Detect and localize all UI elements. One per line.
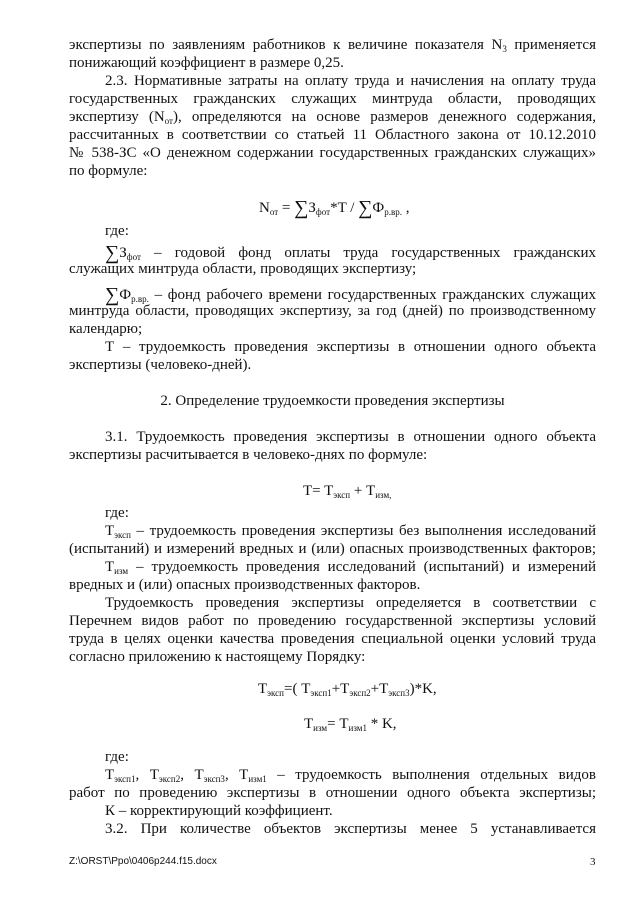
- text-line: календарю;: [69, 321, 143, 337]
- text-line: экспертизы по заявлениям работников к величине показателя $N_3$ применяется: [69, 37, 596, 54]
- text-line: экспертизы расчитывается в человеко-днях по формуле:: [69, 447, 428, 463]
- sum-icon: ∑: [105, 284, 120, 306]
- paragraph-3-1: 3.1. Трудоемкость проведения экспертизы в отношении одного объекта: [105, 429, 596, 445]
- text-line: работ по проведению экспертизы в отношении одного объекта экспертизы;: [69, 785, 596, 801]
- formula-t-eksp: $T_{эксп}=$( $T_{эксп1}+T_{эксп2}+T_{эксп3})*K$,: [258, 681, 437, 698]
- where-label: где:: [105, 749, 129, 765]
- text-line: вредных и (или) опасных производственных факторов.: [69, 577, 421, 593]
- sum-icon: ∑: [294, 197, 309, 219]
- footer-file-path: Z:\ORST\Ppo\0406p244.f15.docx: [69, 856, 217, 867]
- where-label: где:: [105, 223, 129, 239]
- paragraph-2-3: 2.3. Нормативные затраты на оплату труда и начисления на оплату труда: [105, 73, 596, 89]
- definition-t-eksp: $Т_{эксп}$ – трудоемкость проведения экспертизы без выполнения исследований: [105, 523, 596, 540]
- text-line: рассчитанных в соответствии со статьей 11 Областного закона от 10.12.2010: [69, 127, 596, 143]
- text-line: Трудоемкость проведения экспертизы определяется в соответствии с: [105, 595, 596, 611]
- sum-icon: ∑: [105, 242, 120, 264]
- text-line: по формуле:: [69, 163, 148, 179]
- page-number: 3: [590, 856, 596, 868]
- definition-k: К – корректирующий коэффициент.: [105, 803, 333, 819]
- formula-n-ot: $N_{от} = \sum З_{фот}*T / \sum Ф_{р.вр.}$ ,: [259, 197, 410, 219]
- text-line: экспертизы (человеко-дней).: [69, 357, 252, 373]
- section-heading: 2. Определение трудоемкости проведения экспертизы: [160, 393, 505, 409]
- definition-t-izm: $Т_{изм}$ – трудоемкость проведения исследований (испытаний) и измерений: [105, 559, 596, 576]
- text-line: № 538-ЗС «О денежном содержании государственных гражданских служащих»: [69, 145, 596, 161]
- text-line: минтруда области, проводящих экспертизу, за год (дней) по производственному: [69, 303, 596, 319]
- text-line: государственных гражданских служащих минтруда области, проводящих: [69, 91, 596, 107]
- text-line: экспертизу $(N_{от})$, определяются на основе размеров денежного содержания,: [69, 109, 596, 126]
- formula-t: $T= T_{эксп} + T_{изм,}$: [303, 483, 392, 500]
- definition-z-fot: $\sum З_{фот}$ – годовой фонд оплаты труда государственных гражданских: [105, 242, 596, 264]
- text-line: Перечнем видов работ по проведению государственной экспертизы условий: [69, 613, 596, 629]
- definition-t: Т – трудоемкость проведения экспертизы в отношении одного объекта: [105, 339, 596, 355]
- formula-t-izm: $T_{изм}= T_{изм1} * K$,: [304, 716, 397, 733]
- sum-icon: ∑: [358, 197, 373, 219]
- text-line: труда в целях оценки качества проведения специальной оценки условий труда: [69, 631, 596, 647]
- text-line: согласно приложению к настоящему Порядку:: [69, 649, 366, 665]
- text-line: служащих минтруда области, проводящих экспертизу;: [69, 261, 417, 277]
- definition-f-rvr: $\sum Ф_{р.вр.}$ – фонд рабочего времени государственных гражданских служащих: [105, 284, 596, 306]
- text-line: (испытаний) и измерений вредных и (или) опасных производственных факторов;: [69, 541, 596, 557]
- where-label: где:: [105, 505, 129, 521]
- definition-t-list: $Т_{эксп1}$, $Т_{эксп2}$, $Т_{эксп3}$, $Т_{изм1}$ – трудоемкость выполнения отдельных видов: [105, 767, 596, 784]
- paragraph-3-2: 3.2. При количестве объектов экспертизы менее 5 устанавливается: [105, 821, 596, 837]
- text-line: понижающий коэффициент в размере 0,25.: [69, 55, 344, 71]
